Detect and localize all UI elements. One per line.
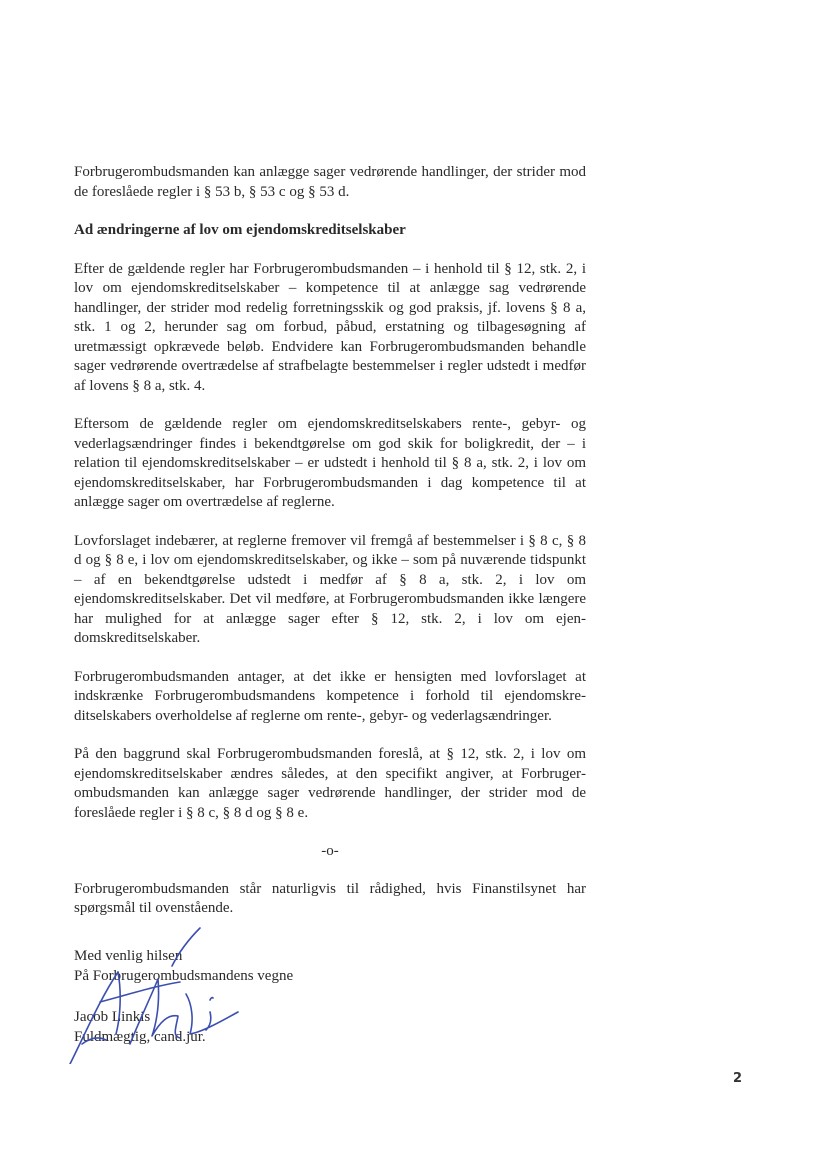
page-number: 2 — [733, 1071, 743, 1086]
on-behalf-line: På Forbrugerombudsmandens vegne — [74, 968, 294, 984]
paragraph-2: Efter de gældende regler har Forbrugerombudsmanden – i henhold til § 12, stk. 2, i lov om ejendomskreditselskaber – kompetence til at anlægge sag vedrørende handlinger, der strider mod redelig forretningsskik og god praksis, jf. lovens § 8 a, stk. 1 og 2, herunder sag om forbud, påbud, erstatning og tilbagesøgning af uretmæssigt opkrævede beløb. Endvidere kan Forbrugerombudsmanden behandle sager vedrørende overtrædelse af strafbelagte bestemmelser i regler udstedt i medfør af lovens § 8 a, stk. 4. — [74, 260, 586, 394]
signer-name: Jacob Linkis — [74, 1008, 151, 1025]
letter-body — [74, 163, 586, 1048]
greeting-line: Med venlig hilsen — [74, 947, 183, 964]
paragraph-3: Eftersom de gældende regler om ejendomskreditselskabers rente-, gebyr- og vederlagsændringer findes i bekendtgørelse om god skik for boligkredit, der – i relation til ejendomskreditselskaber – er udstedt i henhold til § 8 a, stk. 2, i lov om ejendomskreditselskaber, har Forbrugerombudsmanden i dag kompetence til at anlægge sager om overtrædelse af reglerne. — [74, 416, 586, 510]
paragraph-5: Forbrugerombudsmanden antager, at det ikke er hensigten med lovforslaget at indskrænke Forbrugerombudsmandens kompetence i forhold til ejendomskreditselskabers overholdelse af reglerne om rente-, gebyr- og vederlagsændringer. — [74, 668, 586, 724]
paragraph-1: Forbrugerombudsmanden kan anlægge sager vedrørende handlinger, der strider mod de foreslåede regler i § 53 b, § 53 c og § 53 d. — [74, 164, 586, 200]
separator-mark: -o- — [321, 843, 339, 859]
paragraph-4: Lovforslaget indebærer, at reglerne fremover vil fremgå af bestemmelser i § 8 c, § 8 d og § 8 e, i lov om ejendomskreditselskaber, og ikke – som på nuværende tidspunkt – af en bekendtgørelse udstedt i medfør af § 8 a, stk. 2, i lov om ejendomskreditselskaber. Det vil medføre, at Forbrugerombudsmanden ikke længere har mulighed for at anlægge sager efter § 12, stk. 2, i lov om ejendomskreditselskaber. — [74, 532, 586, 646]
closing-paragraph: Forbrugerombudsmanden står naturligvis til rådighed, hvis Finanstilsynet har spørgsmål til ovenstående. — [74, 880, 586, 916]
section-heading: Ad ændringerne af lov om ejendomskreditselskaber — [74, 222, 406, 238]
signature-block — [74, 946, 586, 1048]
paragraph-6: På den baggrund skal Forbrugerombudsmanden foreslå, at § 12, stk. 2, i lov om ejendomskreditselskaber ændres således, at den specifikt angiver, at Forbrugerombudsmanden kan anlægge sager vedrørende handlinger, der strider mod de foreslåede regler i § 8 c, § 8 d og § 8 e. — [74, 746, 586, 821]
signer-title: Fuldmægtig, cand.jur. — [74, 1029, 206, 1045]
